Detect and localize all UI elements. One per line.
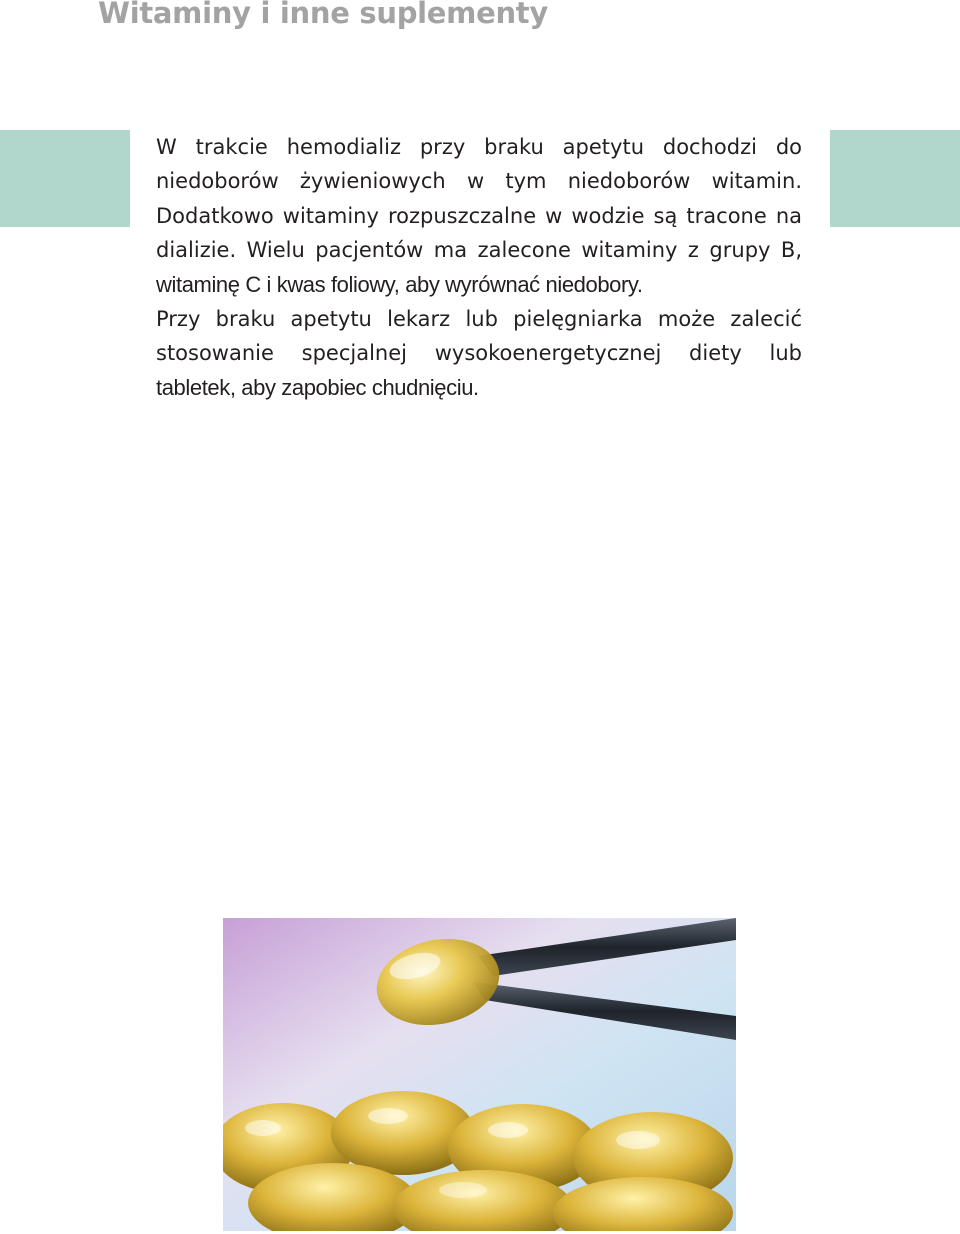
body-paragraph (156, 130, 802, 405)
body-line: niedoborów żywieniowych w tym niedoborów witamin. (156, 169, 802, 194)
body-line: Dodatkowo witaminy rozpuszczalne w wodzie są tracone na (156, 203, 802, 228)
accent-band-left (0, 130, 130, 227)
body-line: W trakcie hemodializ przy braku apetytu dochodzi do (156, 135, 802, 159)
body-line: Przy braku apetytu lekarz lub pielęgniarka może zalecić (156, 306, 802, 331)
supplement-photo (223, 918, 736, 1231)
accent-band-right (830, 130, 960, 227)
page-title: Witaminy i inne suplementy (98, 0, 548, 30)
body-line: witaminę C i kwas foliowy, aby wyrównać niedobory. (156, 271, 643, 297)
body-line: tabletek, aby zapobiec chudnięciu. (156, 374, 479, 400)
body-line: stosowanie specjalnej wysokoenergetycznej diety lub (156, 341, 802, 366)
softgel-capsules-image (223, 918, 736, 1231)
body-line: dializie. Wielu pacjentów ma zalecone witaminy z grupy B, (156, 238, 802, 263)
